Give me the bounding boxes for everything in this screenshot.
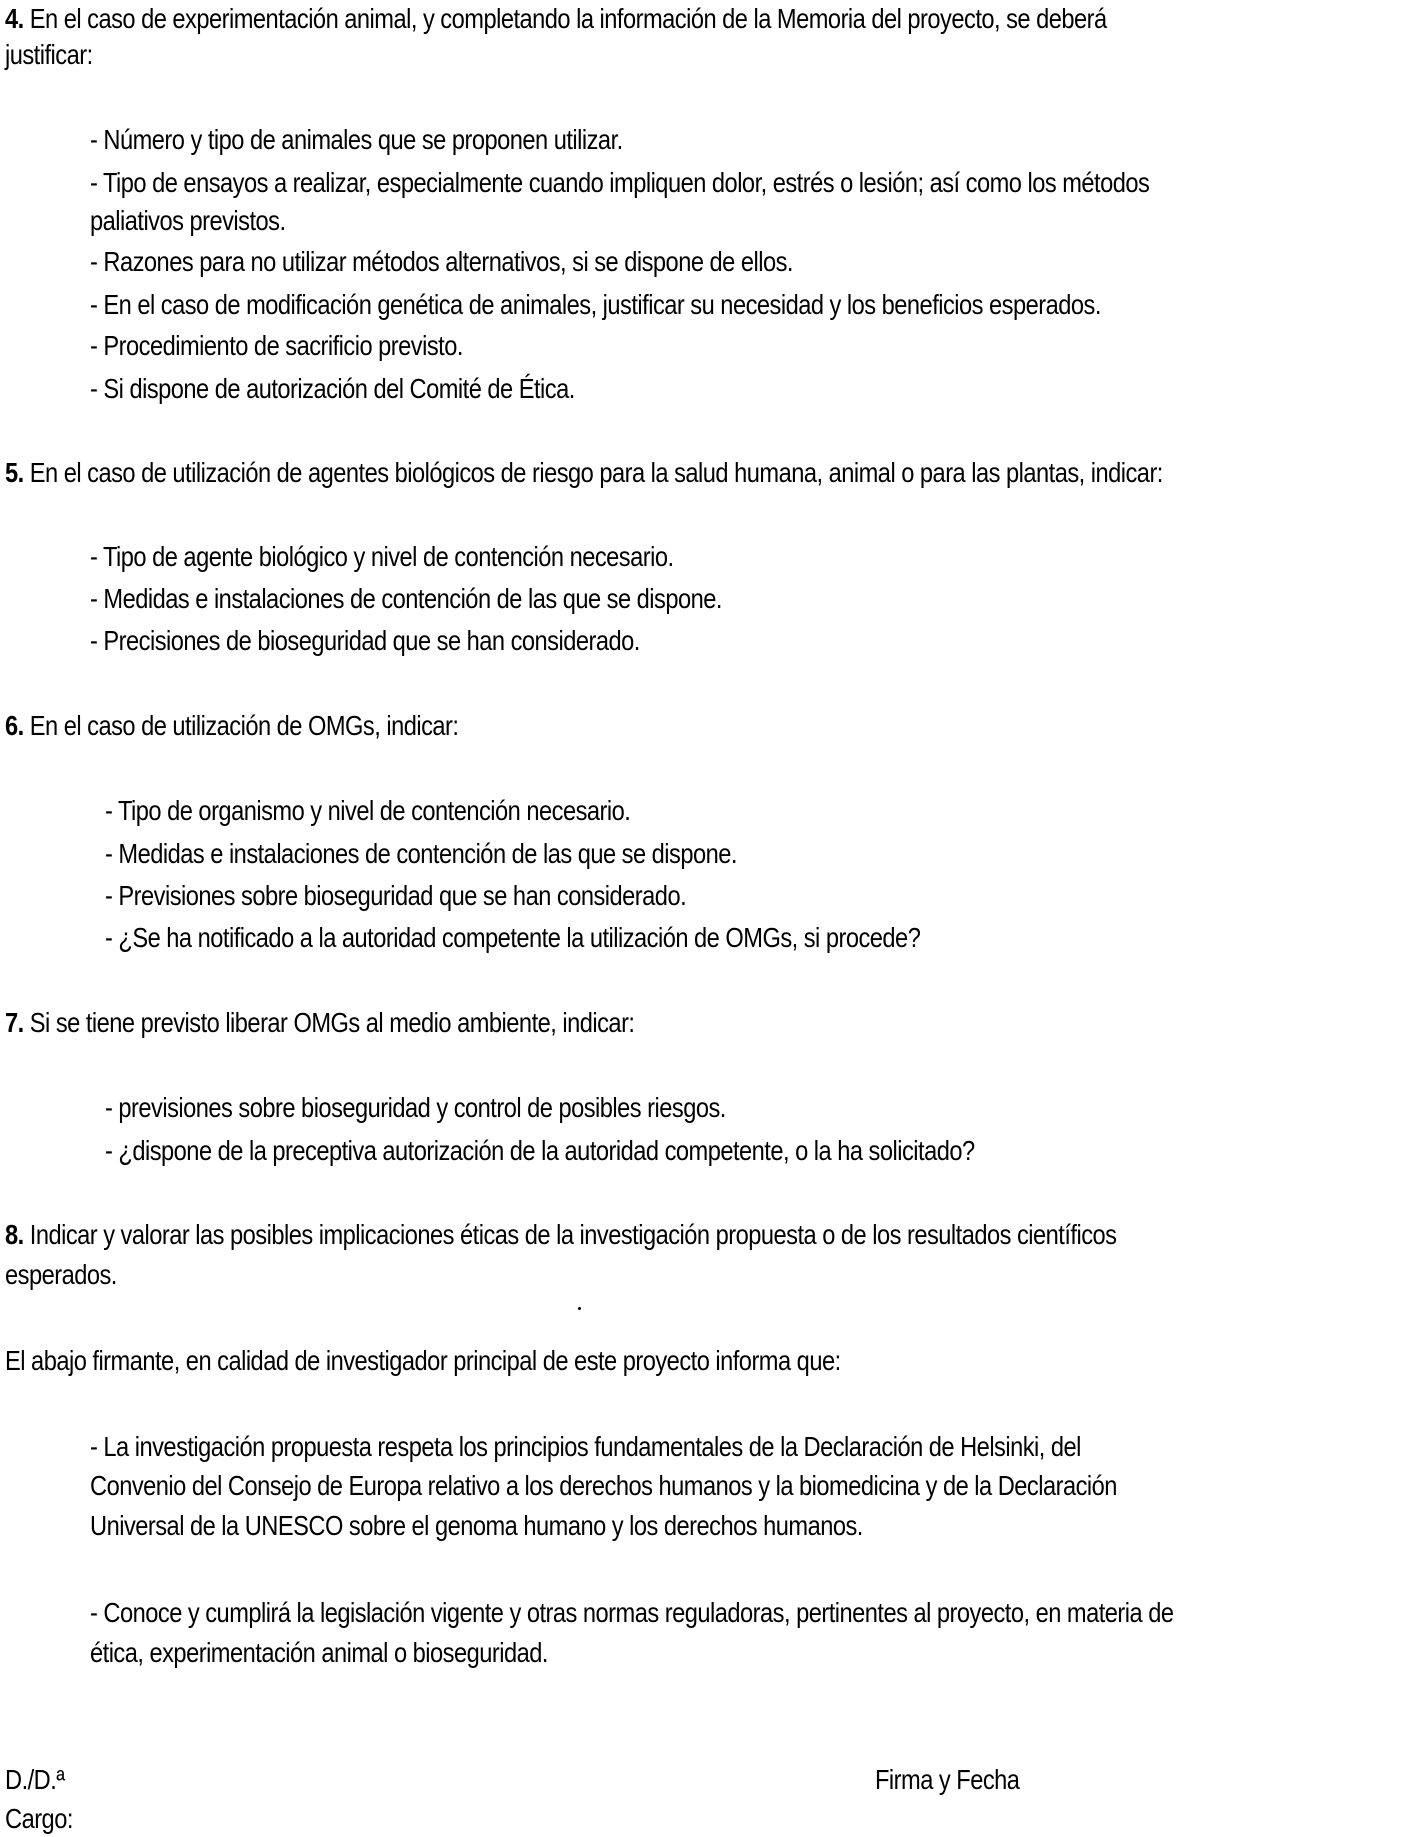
declaration-p1-line-2: Convenio del Consejo de Europa relativo a los derechos humanos y la biomedicina y de la Declaración bbox=[90, 1470, 1117, 1501]
section-4-intro-line-1 bbox=[5, 2, 1107, 36]
name-label: D./D.ª bbox=[5, 1764, 65, 1795]
section-4-item-1: - Número y tipo de animales que se proponen utilizar. bbox=[90, 124, 623, 155]
section-7-intro bbox=[5, 1006, 634, 1040]
declaration-p1-line-1: - La investigación propuesta respeta los principios fundamentales de la Declaración de Helsinki, del bbox=[90, 1431, 1081, 1462]
section-6-number: 6. bbox=[5, 710, 24, 741]
section-5-item-1: - Tipo de agente biológico y nivel de contención necesario. bbox=[90, 541, 674, 572]
section-6-item-2: - Medidas e instalaciones de contención de las que se dispone. bbox=[105, 838, 737, 869]
section-5-item-3: - Precisiones de bioseguridad que se han considerado. bbox=[90, 625, 640, 656]
section-5-intro bbox=[5, 456, 1163, 490]
section-7-item-1: - previsiones sobre bioseguridad y control de posibles riesgos. bbox=[105, 1092, 726, 1123]
section-6-item-4: - ¿Se ha notificado a la autoridad competente la utilización de OMGs, si procede? bbox=[105, 922, 921, 953]
position-label: Cargo: bbox=[5, 1803, 73, 1834]
section-4-item-6: - Si dispone de autorización del Comité de Ética. bbox=[90, 373, 575, 404]
section-5-intro-text: En el caso de utilización de agentes biológicos de riesgo para la salud humana, animal o para las plantas, indicar: bbox=[29, 457, 1163, 488]
section-8-intro-line-1 bbox=[5, 1218, 1116, 1252]
declaration-p1-line-3: Universal de la UNESCO sobre el genoma humano y los derechos humanos. bbox=[90, 1510, 863, 1541]
section-6-item-1: - Tipo de organismo y nivel de contención necesario. bbox=[105, 795, 631, 826]
section-4-item-2-cont: paliativos previstos. bbox=[90, 205, 286, 236]
declaration-p2-line-1: - Conoce y cumplirá la legislación vigente y otras normas reguladoras, pertinentes al proyecto, en materia de bbox=[90, 1597, 1174, 1628]
section-4-item-2: - Tipo de ensayos a realizar, especialmente cuando impliquen dolor, estrés o lesión; así como los métodos bbox=[90, 167, 1150, 198]
section-5-item-2: - Medidas e instalaciones de contención de las que se dispone. bbox=[90, 583, 722, 614]
section-7-intro-text: Si se tiene previsto liberar OMGs al medio ambiente, indicar: bbox=[29, 1007, 635, 1038]
section-5-number: 5. bbox=[5, 457, 24, 488]
section-4-intro-text: En el caso de experimentación animal, y completando la información de la Memoria del proyecto, se deberá bbox=[29, 3, 1107, 34]
section-6-item-3: - Previsiones sobre bioseguridad que se han considerado. bbox=[105, 880, 687, 911]
declaration-intro: El abajo firmante, en calidad de investigador principal de este proyecto informa que: bbox=[5, 1345, 841, 1376]
declaration-p2-line-2: ética, experimentación animal o bioseguridad. bbox=[90, 1637, 548, 1668]
section-8-intro-line-2: esperados. bbox=[5, 1259, 117, 1290]
section-4-item-3: - Razones para no utilizar métodos alternativos, si se dispone de ellos. bbox=[90, 246, 793, 277]
section-4-item-4: - En el caso de modificación genética de animales, justificar su necesidad y los beneficios esperados. bbox=[90, 289, 1101, 320]
section-6-intro bbox=[5, 709, 458, 743]
sign-date-label: Firma y Fecha bbox=[875, 1764, 1020, 1795]
section-8-number: 8. bbox=[5, 1219, 24, 1250]
section-8-intro-text: Indicar y valorar las posibles implicaciones éticas de la investigación propuesta o de los resultados científicos bbox=[29, 1219, 1117, 1250]
stray-dot bbox=[578, 1307, 581, 1310]
section-4-number: 4. bbox=[5, 3, 24, 34]
section-6-intro-text: En el caso de utilización de OMGs, indicar: bbox=[29, 710, 459, 741]
section-4-intro-line-2: justificar: bbox=[5, 39, 93, 70]
section-7-item-2: - ¿dispone de la preceptiva autorización de la autoridad competente, o la ha solicitado? bbox=[105, 1135, 975, 1166]
section-4-item-5: - Procedimiento de sacrificio previsto. bbox=[90, 330, 463, 361]
section-7-number: 7. bbox=[5, 1007, 24, 1038]
